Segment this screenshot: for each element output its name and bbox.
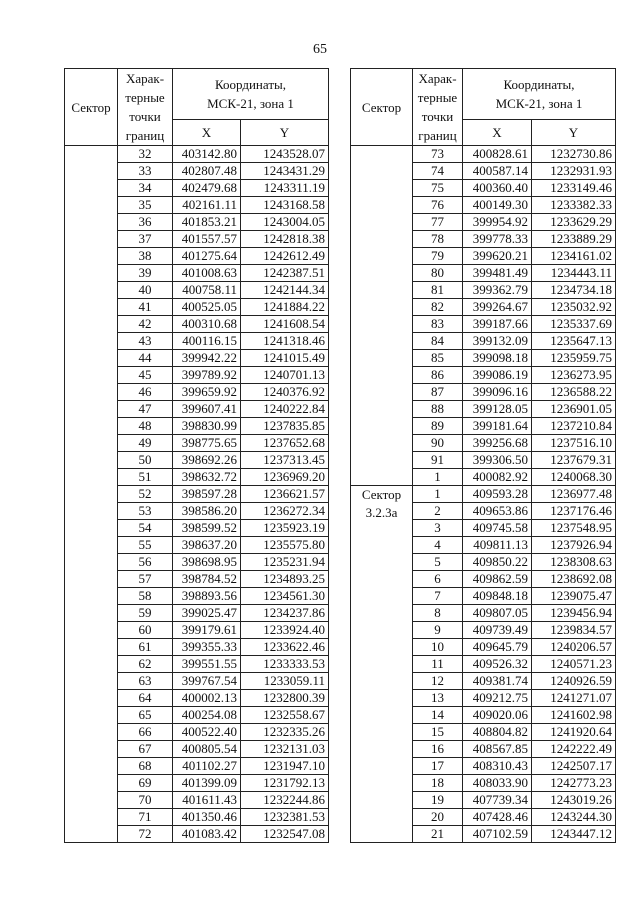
point-number-cell: 45 xyxy=(118,367,173,384)
y-coordinate-cell: 1235231.94 xyxy=(241,554,329,571)
x-coordinate-cell: 398632.72 xyxy=(173,469,241,486)
header-sector: Сектор xyxy=(351,69,413,146)
point-number-cell: 41 xyxy=(118,299,173,316)
x-coordinate-cell: 409745.58 xyxy=(463,520,532,537)
point-number-cell: 75 xyxy=(413,180,463,197)
x-coordinate-cell: 409850.22 xyxy=(463,554,532,571)
point-number-cell: 15 xyxy=(413,724,463,741)
y-coordinate-cell: 1242144.34 xyxy=(241,282,329,299)
x-coordinate-cell: 399025.47 xyxy=(173,605,241,622)
x-coordinate-cell: 409593.28 xyxy=(463,486,532,503)
x-coordinate-cell: 399954.92 xyxy=(463,214,532,231)
y-coordinate-cell: 1235575.80 xyxy=(241,537,329,554)
point-number-cell: 48 xyxy=(118,418,173,435)
y-coordinate-cell: 1242387.51 xyxy=(241,265,329,282)
point-number-cell: 54 xyxy=(118,520,173,537)
x-coordinate-cell: 402479.68 xyxy=(173,180,241,197)
y-coordinate-cell: 1242507.17 xyxy=(532,758,616,775)
header-line: МСК-21, зона 1 xyxy=(207,95,294,111)
y-coordinate-cell: 1237679.31 xyxy=(532,452,616,469)
x-coordinate-cell: 407428.46 xyxy=(463,809,532,826)
y-coordinate-cell: 1243447.12 xyxy=(532,826,616,843)
point-number-cell: 49 xyxy=(118,435,173,452)
header-line: Координаты, xyxy=(503,76,575,92)
point-number-cell: 90 xyxy=(413,435,463,452)
y-coordinate-cell: 1233059.11 xyxy=(241,673,329,690)
point-number-cell: 87 xyxy=(413,384,463,401)
sector-cell xyxy=(65,146,118,843)
y-coordinate-cell: 1236969.20 xyxy=(241,469,329,486)
y-coordinate-cell: 1231792.13 xyxy=(241,775,329,792)
x-coordinate-cell: 400116.15 xyxy=(173,333,241,350)
point-number-cell: 42 xyxy=(118,316,173,333)
point-number-cell: 1 xyxy=(413,469,463,486)
y-coordinate-cell: 1239456.94 xyxy=(532,605,616,622)
y-coordinate-cell: 1232558.67 xyxy=(241,707,329,724)
y-coordinate-cell: 1236272.34 xyxy=(241,503,329,520)
y-coordinate-cell: 1232931.93 xyxy=(532,163,616,180)
point-number-cell: 70 xyxy=(118,792,173,809)
x-coordinate-cell: 398830.99 xyxy=(173,418,241,435)
x-coordinate-cell: 399942.22 xyxy=(173,350,241,367)
y-coordinate-cell: 1237210.84 xyxy=(532,418,616,435)
point-number-cell: 9 xyxy=(413,622,463,639)
y-coordinate-cell: 1234237.86 xyxy=(241,605,329,622)
x-coordinate-cell: 401275.64 xyxy=(173,248,241,265)
header-x: X xyxy=(463,119,532,145)
x-coordinate-cell: 399187.66 xyxy=(463,316,532,333)
point-number-cell: 7 xyxy=(413,588,463,605)
point-number-cell: 60 xyxy=(118,622,173,639)
header-y: Y xyxy=(532,119,616,145)
x-coordinate-cell: 402807.48 xyxy=(173,163,241,180)
x-coordinate-cell: 408804.82 xyxy=(463,724,532,741)
y-coordinate-cell: 1238308.63 xyxy=(532,554,616,571)
x-coordinate-cell: 399767.54 xyxy=(173,673,241,690)
x-coordinate-cell: 400805.54 xyxy=(173,741,241,758)
x-coordinate-cell: 398893.56 xyxy=(173,588,241,605)
point-number-cell: 34 xyxy=(118,180,173,197)
x-coordinate-cell: 398637.20 xyxy=(173,537,241,554)
point-number-cell: 85 xyxy=(413,350,463,367)
y-coordinate-cell: 1241318.46 xyxy=(241,333,329,350)
point-number-cell: 82 xyxy=(413,299,463,316)
x-coordinate-cell: 401008.63 xyxy=(173,265,241,282)
x-coordinate-cell: 400254.08 xyxy=(173,707,241,724)
point-number-cell: 32 xyxy=(118,146,173,163)
x-coordinate-cell: 398586.20 xyxy=(173,503,241,520)
y-coordinate-cell: 1232800.39 xyxy=(241,690,329,707)
y-coordinate-cell: 1239075.47 xyxy=(532,588,616,605)
y-coordinate-cell: 1232244.86 xyxy=(241,792,329,809)
x-coordinate-cell: 399362.79 xyxy=(463,282,532,299)
point-number-cell: 21 xyxy=(413,826,463,843)
point-number-cell: 67 xyxy=(118,741,173,758)
y-coordinate-cell: 1234893.25 xyxy=(241,571,329,588)
x-coordinate-cell: 407102.59 xyxy=(463,826,532,843)
y-coordinate-cell: 1240068.30 xyxy=(532,469,616,486)
y-coordinate-cell: 1234561.30 xyxy=(241,588,329,605)
x-coordinate-cell: 401611.43 xyxy=(173,792,241,809)
header-line: терные xyxy=(125,90,165,105)
x-coordinate-cell: 399098.18 xyxy=(463,350,532,367)
y-coordinate-cell: 1236901.05 xyxy=(532,401,616,418)
x-coordinate-cell: 409020.06 xyxy=(463,707,532,724)
y-coordinate-cell: 1242773.23 xyxy=(532,775,616,792)
x-coordinate-cell: 409653.86 xyxy=(463,503,532,520)
x-coordinate-cell: 399181.64 xyxy=(463,418,532,435)
y-coordinate-cell: 1240701.13 xyxy=(241,367,329,384)
y-coordinate-cell: 1243528.07 xyxy=(241,146,329,163)
header-y: Y xyxy=(241,119,329,145)
x-coordinate-cell: 401853.21 xyxy=(173,214,241,231)
point-number-cell: 10 xyxy=(413,639,463,656)
x-coordinate-cell: 399132.09 xyxy=(463,333,532,350)
point-number-cell: 57 xyxy=(118,571,173,588)
y-coordinate-cell: 1236273.95 xyxy=(532,367,616,384)
x-coordinate-cell: 400082.92 xyxy=(463,469,532,486)
point-number-cell: 11 xyxy=(413,656,463,673)
y-coordinate-cell: 1243004.05 xyxy=(241,214,329,231)
y-coordinate-cell: 1235337.69 xyxy=(532,316,616,333)
point-number-cell: 58 xyxy=(118,588,173,605)
y-coordinate-cell: 1242222.49 xyxy=(532,741,616,758)
y-coordinate-cell: 1243168.58 xyxy=(241,197,329,214)
point-number-cell: 5 xyxy=(413,554,463,571)
x-coordinate-cell: 399256.68 xyxy=(463,435,532,452)
point-number-cell: 4 xyxy=(413,537,463,554)
point-number-cell: 69 xyxy=(118,775,173,792)
x-coordinate-cell: 399551.55 xyxy=(173,656,241,673)
y-coordinate-cell: 1235923.19 xyxy=(241,520,329,537)
point-number-cell: 51 xyxy=(118,469,173,486)
point-number-cell: 84 xyxy=(413,333,463,350)
y-coordinate-cell: 1241920.64 xyxy=(532,724,616,741)
x-coordinate-cell: 400310.68 xyxy=(173,316,241,333)
x-coordinate-cell: 401557.57 xyxy=(173,231,241,248)
point-number-cell: 68 xyxy=(118,758,173,775)
point-number-cell: 74 xyxy=(413,163,463,180)
table-row xyxy=(351,486,616,503)
point-number-cell: 2 xyxy=(413,503,463,520)
point-number-cell: 37 xyxy=(118,231,173,248)
x-coordinate-cell: 399481.49 xyxy=(463,265,532,282)
y-coordinate-cell: 1239834.57 xyxy=(532,622,616,639)
y-coordinate-cell: 1235647.13 xyxy=(532,333,616,350)
x-coordinate-cell: 400587.14 xyxy=(463,163,532,180)
y-coordinate-cell: 1241884.22 xyxy=(241,299,329,316)
y-coordinate-cell: 1235032.92 xyxy=(532,299,616,316)
point-number-cell: 91 xyxy=(413,452,463,469)
y-coordinate-cell: 1232131.03 xyxy=(241,741,329,758)
x-coordinate-cell: 399086.19 xyxy=(463,367,532,384)
x-coordinate-cell: 399128.05 xyxy=(463,401,532,418)
point-number-cell: 65 xyxy=(118,707,173,724)
header-line: Координаты, xyxy=(215,76,286,92)
page-number: 65 xyxy=(313,42,327,57)
header-line: границ xyxy=(418,128,457,143)
y-coordinate-cell: 1236621.57 xyxy=(241,486,329,503)
point-number-cell: 6 xyxy=(413,571,463,588)
sector-label: Сектор xyxy=(361,487,402,502)
point-number-cell: 72 xyxy=(118,826,173,843)
x-coordinate-cell: 408033.90 xyxy=(463,775,532,792)
point-number-cell: 83 xyxy=(413,316,463,333)
point-number-cell: 62 xyxy=(118,656,173,673)
y-coordinate-cell: 1241602.98 xyxy=(532,707,616,724)
y-coordinate-cell: 1233889.29 xyxy=(532,231,616,248)
y-coordinate-cell: 1240376.92 xyxy=(241,384,329,401)
point-number-cell: 89 xyxy=(413,418,463,435)
x-coordinate-cell: 399778.33 xyxy=(463,231,532,248)
x-coordinate-cell: 400522.40 xyxy=(173,724,241,741)
point-number-cell: 17 xyxy=(413,758,463,775)
header-line: МСК-21, зона 1 xyxy=(495,95,583,111)
point-number-cell: 1 xyxy=(413,486,463,503)
point-number-cell: 14 xyxy=(413,707,463,724)
point-number-cell: 80 xyxy=(413,265,463,282)
y-coordinate-cell: 1235959.75 xyxy=(532,350,616,367)
x-coordinate-cell: 400828.61 xyxy=(463,146,532,163)
y-coordinate-cell: 1233333.53 xyxy=(241,656,329,673)
point-number-cell: 44 xyxy=(118,350,173,367)
point-number-cell: 53 xyxy=(118,503,173,520)
y-coordinate-cell: 1237548.95 xyxy=(532,520,616,537)
point-number-cell: 20 xyxy=(413,809,463,826)
point-number-cell: 43 xyxy=(118,333,173,350)
x-coordinate-cell: 401350.46 xyxy=(173,809,241,826)
x-coordinate-cell: 398597.28 xyxy=(173,486,241,503)
x-coordinate-cell: 398784.52 xyxy=(173,571,241,588)
coordinates-table-right xyxy=(350,68,616,843)
point-number-cell: 8 xyxy=(413,605,463,622)
point-number-cell: 77 xyxy=(413,214,463,231)
table-row xyxy=(65,146,329,163)
x-coordinate-cell: 399096.16 xyxy=(463,384,532,401)
y-coordinate-cell: 1232547.08 xyxy=(241,826,329,843)
y-coordinate-cell: 1242818.38 xyxy=(241,231,329,248)
header-points xyxy=(413,69,463,146)
x-coordinate-cell: 408567.85 xyxy=(463,741,532,758)
x-coordinate-cell: 398698.95 xyxy=(173,554,241,571)
header-line: Харак- xyxy=(418,71,457,86)
point-number-cell: 63 xyxy=(118,673,173,690)
x-coordinate-cell: 399620.21 xyxy=(463,248,532,265)
y-coordinate-cell: 1234443.11 xyxy=(532,265,616,282)
y-coordinate-cell: 1237516.10 xyxy=(532,435,616,452)
sector-label: 3.2.3а xyxy=(365,505,398,520)
x-coordinate-cell: 400525.05 xyxy=(173,299,241,316)
x-coordinate-cell: 408310.43 xyxy=(463,758,532,775)
y-coordinate-cell: 1243311.19 xyxy=(241,180,329,197)
point-number-cell: 18 xyxy=(413,775,463,792)
point-number-cell: 40 xyxy=(118,282,173,299)
y-coordinate-cell: 1241015.49 xyxy=(241,350,329,367)
y-coordinate-cell: 1234734.18 xyxy=(532,282,616,299)
y-coordinate-cell: 1237835.85 xyxy=(241,418,329,435)
x-coordinate-cell: 399607.41 xyxy=(173,401,241,418)
y-coordinate-cell: 1243431.29 xyxy=(241,163,329,180)
point-number-cell: 55 xyxy=(118,537,173,554)
x-coordinate-cell: 401102.27 xyxy=(173,758,241,775)
y-coordinate-cell: 1231947.10 xyxy=(241,758,329,775)
x-coordinate-cell: 409739.49 xyxy=(463,622,532,639)
x-coordinate-cell: 403142.80 xyxy=(173,146,241,163)
y-coordinate-cell: 1237313.45 xyxy=(241,452,329,469)
coordinates-table-left xyxy=(64,68,329,843)
point-number-cell: 38 xyxy=(118,248,173,265)
x-coordinate-cell: 409212.75 xyxy=(463,690,532,707)
x-coordinate-cell: 409381.74 xyxy=(463,673,532,690)
point-number-cell: 73 xyxy=(413,146,463,163)
y-coordinate-cell: 1238692.08 xyxy=(532,571,616,588)
table-row xyxy=(351,146,616,163)
y-coordinate-cell: 1240222.84 xyxy=(241,401,329,418)
x-coordinate-cell: 399789.92 xyxy=(173,367,241,384)
x-coordinate-cell: 400758.11 xyxy=(173,282,241,299)
point-number-cell: 19 xyxy=(413,792,463,809)
sector-cell xyxy=(351,486,413,843)
point-number-cell: 46 xyxy=(118,384,173,401)
y-coordinate-cell: 1240206.57 xyxy=(532,639,616,656)
point-number-cell: 61 xyxy=(118,639,173,656)
point-number-cell: 78 xyxy=(413,231,463,248)
header-line: Харак- xyxy=(125,71,165,86)
point-number-cell: 86 xyxy=(413,367,463,384)
y-coordinate-cell: 1233924.40 xyxy=(241,622,329,639)
x-coordinate-cell: 409807.05 xyxy=(463,605,532,622)
y-coordinate-cell: 1233622.46 xyxy=(241,639,329,656)
header-line: точки xyxy=(129,109,161,124)
x-coordinate-cell: 400149.30 xyxy=(463,197,532,214)
x-coordinate-cell: 400360.40 xyxy=(463,180,532,197)
point-number-cell: 13 xyxy=(413,690,463,707)
x-coordinate-cell: 401083.42 xyxy=(173,826,241,843)
point-number-cell: 79 xyxy=(413,248,463,265)
x-coordinate-cell: 399355.33 xyxy=(173,639,241,656)
y-coordinate-cell: 1232381.53 xyxy=(241,809,329,826)
point-number-cell: 88 xyxy=(413,401,463,418)
x-coordinate-cell: 398692.26 xyxy=(173,452,241,469)
point-number-cell: 3 xyxy=(413,520,463,537)
x-coordinate-cell: 398775.65 xyxy=(173,435,241,452)
point-number-cell: 81 xyxy=(413,282,463,299)
header-coordinates xyxy=(463,69,616,120)
header-points xyxy=(118,69,173,146)
header-line: границ xyxy=(125,128,165,143)
y-coordinate-cell: 1241608.54 xyxy=(241,316,329,333)
y-coordinate-cell: 1236977.48 xyxy=(532,486,616,503)
point-number-cell: 39 xyxy=(118,265,173,282)
point-number-cell: 36 xyxy=(118,214,173,231)
point-number-cell: 59 xyxy=(118,605,173,622)
x-coordinate-cell: 399306.50 xyxy=(463,452,532,469)
x-coordinate-cell: 409526.32 xyxy=(463,656,532,673)
point-number-cell: 71 xyxy=(118,809,173,826)
x-coordinate-cell: 399659.92 xyxy=(173,384,241,401)
y-coordinate-cell: 1234161.02 xyxy=(532,248,616,265)
y-coordinate-cell: 1237176.46 xyxy=(532,503,616,520)
x-coordinate-cell: 399264.67 xyxy=(463,299,532,316)
point-number-cell: 47 xyxy=(118,401,173,418)
y-coordinate-cell: 1233149.46 xyxy=(532,180,616,197)
point-number-cell: 50 xyxy=(118,452,173,469)
y-coordinate-cell: 1233382.33 xyxy=(532,197,616,214)
x-coordinate-cell: 401399.09 xyxy=(173,775,241,792)
x-coordinate-cell: 398599.52 xyxy=(173,520,241,537)
y-coordinate-cell: 1237926.94 xyxy=(532,537,616,554)
y-coordinate-cell: 1232335.26 xyxy=(241,724,329,741)
x-coordinate-cell: 400002.13 xyxy=(173,690,241,707)
point-number-cell: 52 xyxy=(118,486,173,503)
x-coordinate-cell: 409811.13 xyxy=(463,537,532,554)
x-coordinate-cell: 409645.79 xyxy=(463,639,532,656)
x-coordinate-cell: 402161.11 xyxy=(173,197,241,214)
header-coordinates xyxy=(173,69,329,120)
x-coordinate-cell: 399179.61 xyxy=(173,622,241,639)
y-coordinate-cell: 1236588.22 xyxy=(532,384,616,401)
header-sector: Сектор xyxy=(65,69,118,146)
y-coordinate-cell: 1240571.23 xyxy=(532,656,616,673)
y-coordinate-cell: 1232730.86 xyxy=(532,146,616,163)
point-number-cell: 12 xyxy=(413,673,463,690)
point-number-cell: 66 xyxy=(118,724,173,741)
y-coordinate-cell: 1243019.26 xyxy=(532,792,616,809)
point-number-cell: 16 xyxy=(413,741,463,758)
y-coordinate-cell: 1240926.59 xyxy=(532,673,616,690)
x-coordinate-cell: 409848.18 xyxy=(463,588,532,605)
x-coordinate-cell: 407739.34 xyxy=(463,792,532,809)
header-line: точки xyxy=(421,109,454,124)
header-x: X xyxy=(173,119,241,145)
y-coordinate-cell: 1241271.07 xyxy=(532,690,616,707)
point-number-cell: 56 xyxy=(118,554,173,571)
y-coordinate-cell: 1243244.30 xyxy=(532,809,616,826)
point-number-cell: 35 xyxy=(118,197,173,214)
header-line: терные xyxy=(417,90,458,105)
point-number-cell: 33 xyxy=(118,163,173,180)
y-coordinate-cell: 1242612.49 xyxy=(241,248,329,265)
y-coordinate-cell: 1233629.29 xyxy=(532,214,616,231)
point-number-cell: 64 xyxy=(118,690,173,707)
point-number-cell: 76 xyxy=(413,197,463,214)
y-coordinate-cell: 1237652.68 xyxy=(241,435,329,452)
x-coordinate-cell: 409862.59 xyxy=(463,571,532,588)
sector-cell xyxy=(351,146,413,486)
